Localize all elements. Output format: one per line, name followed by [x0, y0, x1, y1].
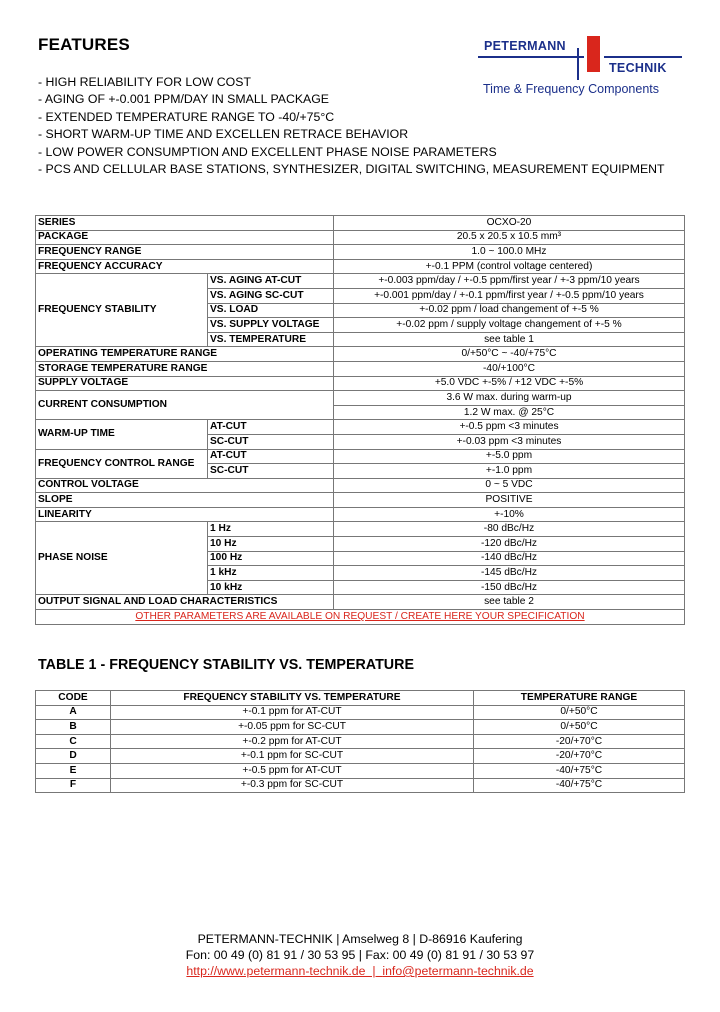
spec-sublabel: 1 kHz: [208, 566, 334, 581]
feature-item: - HIGH RELIABILITY FOR LOW COST: [38, 75, 251, 89]
column-header: FREQUENCY STABILITY VS. TEMPERATURE: [111, 691, 474, 706]
logo-divider: [577, 48, 579, 80]
logo-name-part2: TECHNIK: [609, 61, 667, 75]
table-row: [36, 230, 685, 245]
spec-label: SERIES: [36, 216, 334, 231]
logo-name-part1: PETERMANN: [484, 39, 566, 53]
spec-sublabel: SC-CUT: [208, 434, 334, 449]
spec-label: OUTPUT SIGNAL AND LOAD CHARACTERISTICS: [36, 595, 334, 610]
spec-value: OCXO-20: [334, 216, 685, 231]
code-cell: F: [36, 778, 111, 793]
spec-label: OPERATING TEMPERATURE RANGE: [36, 347, 334, 362]
table-row: [36, 361, 685, 376]
footer-separator: |: [365, 964, 383, 978]
spec-label: FREQUENCY CONTROL RANGE: [36, 449, 208, 478]
spec-sublabel: AT-CUT: [208, 420, 334, 435]
logo-red-bar: [587, 36, 600, 72]
feature-item: - PCS AND CELLULAR BASE STATIONS, SYNTHESIZER, DIGITAL SWITCHING, MEASUREMENT EQUIPMENT: [38, 162, 665, 177]
spec-value: +-0.03 ppm <3 minutes: [334, 434, 685, 449]
spec-value: +-0.5 ppm <3 minutes: [334, 420, 685, 435]
code-cell: C: [36, 734, 111, 749]
spec-value: +-10%: [334, 507, 685, 522]
stability-cell: +-0.5 ppm for AT-CUT: [111, 763, 474, 778]
stability-cell: +-0.3 ppm for SC-CUT: [111, 778, 474, 793]
logo-line: [604, 56, 682, 58]
table-row: [36, 595, 685, 610]
spec-value: -120 dBc/Hz: [334, 537, 685, 552]
spec-value: -150 dBc/Hz: [334, 580, 685, 595]
spec-value: +-5.0 ppm: [334, 449, 685, 464]
table-row: [36, 720, 685, 735]
spec-value: +-0.003 ppm/day / +-0.5 ppm/first year / +-3 ppm/10 years: [334, 274, 685, 289]
spec-value: +-0.1 PPM (control voltage centered): [334, 259, 685, 274]
spec-label: CURRENT CONSUMPTION: [36, 391, 334, 420]
stability-cell: +-0.05 ppm for SC-CUT: [111, 720, 474, 735]
column-header: TEMPERATURE RANGE: [474, 691, 685, 706]
table-row: [36, 478, 685, 493]
spec-value: POSITIVE: [334, 493, 685, 508]
company-logo: [478, 36, 684, 100]
spec-value: +-0.001 ppm/day / +-0.1 ppm/first year / +-0.5 ppm/10 years: [334, 288, 685, 303]
table-row: [36, 420, 685, 435]
spec-label: FREQUENCY ACCURACY: [36, 259, 334, 274]
code-cell: D: [36, 749, 111, 764]
table-row: [36, 749, 685, 764]
spec-value: see table 1: [334, 332, 685, 347]
logo-tagline: Time & Frequency Components: [483, 82, 660, 96]
website-link[interactable]: http://www.petermann-technik.de: [186, 964, 366, 978]
spec-value: +-1.0 ppm: [334, 464, 685, 479]
spec-label: SLOPE: [36, 493, 334, 508]
spec-value: -80 dBc/Hz: [334, 522, 685, 537]
table-row: [36, 274, 685, 289]
table-row: [36, 507, 685, 522]
range-cell: -20/+70°C: [474, 734, 685, 749]
table-row: [36, 449, 685, 464]
spec-value: +-0.02 ppm / load changement of +-5 %: [334, 303, 685, 318]
spec-value: +-0.02 ppm / supply voltage changement of +-5 %: [334, 318, 685, 333]
spec-value: -140 dBc/Hz: [334, 551, 685, 566]
spec-sublabel: VS. TEMPERATURE: [208, 332, 334, 347]
spec-sublabel: 10 Hz: [208, 537, 334, 552]
spec-label: SUPPLY VOLTAGE: [36, 376, 334, 391]
footer-address: PETERMANN-TECHNIK | Amselweg 8 | D-86916 Kaufering: [197, 932, 523, 946]
table-row: [36, 778, 685, 793]
spec-value: -40/+100°C: [334, 361, 685, 376]
table-row: [36, 347, 685, 362]
table-row: [36, 763, 685, 778]
logo-line: [478, 56, 584, 58]
spec-label: FREQUENCY STABILITY: [36, 274, 208, 347]
table1-title: TABLE 1 - FREQUENCY STABILITY VS. TEMPERATURE: [38, 657, 414, 673]
spec-label: LINEARITY: [36, 507, 334, 522]
feature-item: - LOW POWER CONSUMPTION AND EXCELLENT PHASE NOISE PARAMETERS: [38, 144, 497, 159]
table-row: [36, 259, 685, 274]
spec-label: FREQUENCY RANGE: [36, 245, 334, 260]
spec-sublabel: VS. AGING AT-CUT: [208, 274, 334, 289]
table-header-row: [36, 691, 685, 706]
spec-label: WARM-UP TIME: [36, 420, 208, 449]
spec-value: +5.0 VDC +-5% / +12 VDC +-5%: [334, 376, 685, 391]
table-row: [36, 610, 685, 625]
feature-item: - AGING OF +-0.001 PPM/DAY IN SMALL PACKAGE: [38, 92, 330, 107]
spec-value: 1.0 ~ 100.0 MHz: [334, 245, 685, 260]
request-note-link[interactable]: OTHER PARAMETERS ARE AVAILABLE ON REQUEST / CREATE HERE YOUR SPECIFICATION: [36, 610, 685, 625]
spec-label: PACKAGE: [36, 230, 334, 245]
spec-value: see table 2: [334, 595, 685, 610]
spec-sublabel: AT-CUT: [208, 449, 334, 464]
table-row: [36, 216, 685, 231]
table-row: [36, 245, 685, 260]
features-title: FEATURES: [38, 35, 130, 54]
stability-cell: +-0.2 ppm for AT-CUT: [111, 734, 474, 749]
code-cell: E: [36, 763, 111, 778]
spec-value: 3.6 W max. during warm-up: [334, 391, 685, 406]
table-row: [36, 734, 685, 749]
code-cell: B: [36, 720, 111, 735]
stability-cell: +-0.1 ppm for SC-CUT: [111, 749, 474, 764]
spec-sublabel: SC-CUT: [208, 464, 334, 479]
spec-sublabel: 1 Hz: [208, 522, 334, 537]
footer-phone-fax: Fon: 00 49 (0) 81 91 / 30 53 95 | Fax: 00 49 (0) 81 91 / 30 53 97: [185, 948, 535, 962]
table-row: [36, 391, 685, 406]
feature-item: - EXTENDED TEMPERATURE RANGE TO -40/+75°C: [38, 109, 335, 124]
range-cell: 0/+50°C: [474, 720, 685, 735]
stability-cell: +-0.1 ppm for AT-CUT: [111, 705, 474, 720]
spec-value: -145 dBc/Hz: [334, 566, 685, 581]
spec-value: 20.5 x 20.5 x 10.5 mm³: [334, 230, 685, 245]
spec-value: 1.2 W max. @ 25°C: [334, 405, 685, 420]
email-link[interactable]: info@petermann-technik.de: [382, 964, 534, 978]
spec-table: [35, 215, 685, 625]
footer-links: [0, 963, 720, 979]
table-row: [36, 376, 685, 391]
spec-label: PHASE NOISE: [36, 522, 208, 595]
table-row: [36, 522, 685, 537]
spec-sublabel: VS. AGING SC-CUT: [208, 288, 334, 303]
table-row: [36, 705, 685, 720]
spec-label: CONTROL VOLTAGE: [36, 478, 334, 493]
table1: [35, 690, 685, 793]
table-row: [36, 493, 685, 508]
spec-label: STORAGE TEMPERATURE RANGE: [36, 361, 334, 376]
range-cell: -40/+75°C: [474, 778, 685, 793]
spec-value: 0 ~ 5 VDC: [334, 478, 685, 493]
range-cell: -20/+70°C: [474, 749, 685, 764]
code-cell: A: [36, 705, 111, 720]
spec-value: 0/+50°C ~ -40/+75°C: [334, 347, 685, 362]
spec-sublabel: 100 Hz: [208, 551, 334, 566]
spec-sublabel: VS. LOAD: [208, 303, 334, 318]
range-cell: -40/+75°C: [474, 763, 685, 778]
footer: [0, 931, 720, 979]
feature-item: - SHORT WARM-UP TIME AND EXCELLEN RETRACE BEHAVIOR: [38, 127, 409, 142]
range-cell: 0/+50°C: [474, 705, 685, 720]
spec-sublabel: VS. SUPPLY VOLTAGE: [208, 318, 334, 333]
spec-sublabel: 10 kHz: [208, 580, 334, 595]
column-header: CODE: [36, 691, 111, 706]
